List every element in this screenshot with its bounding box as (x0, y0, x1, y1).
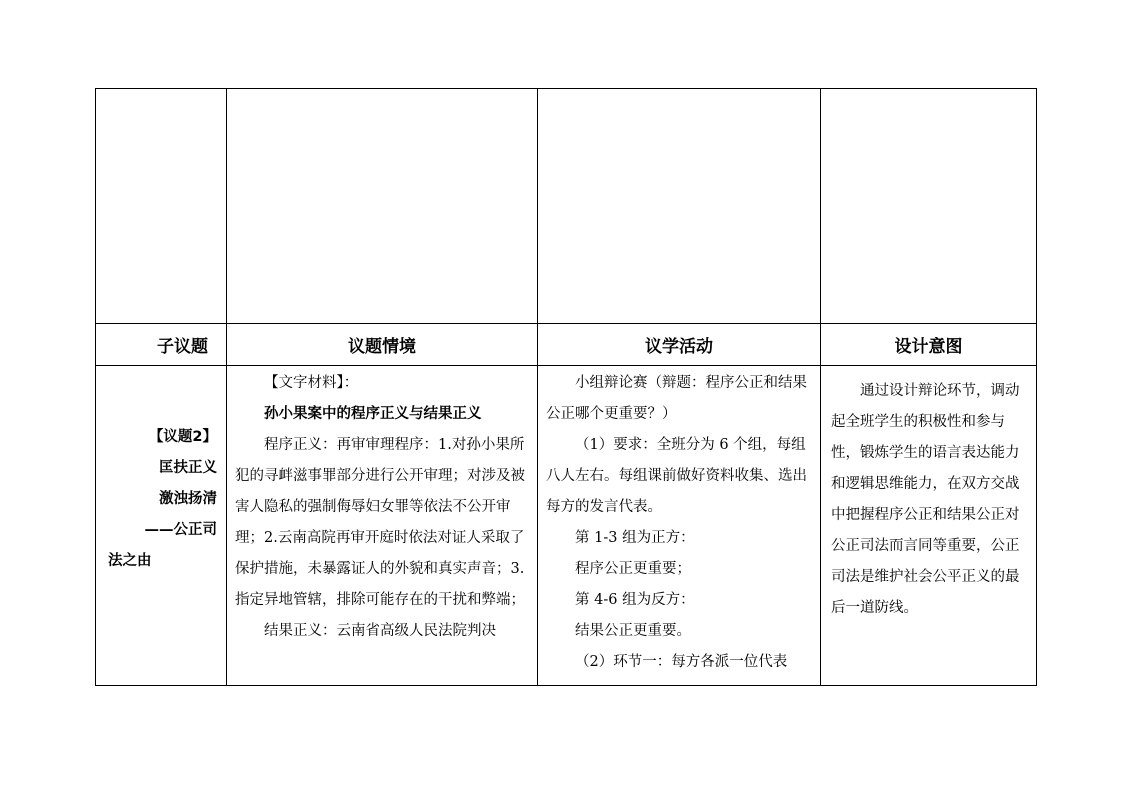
scenario-paragraph: 结果正义：云南省高级人民法院判决 (264, 623, 496, 639)
scenario-title: 孙小果案中的程序正义与结果正义 (264, 406, 482, 422)
scenario-paragraph: 程序正义：再审审理程序：1.对孙小果所犯的寻衅滋事罪部分进行公开审理；对涉及被害人隐私的强制侮辱妇女罪等依法不公开审理；2.云南高院再审开庭时依法对证人采取了保护措施，未暴露证人的外貌和真实声音；3.指定异地管辖，排除可能存在的干扰和弊端； (235, 437, 525, 608)
topic-line: ——公正司 (144, 522, 217, 538)
activity-requirement: （1）要求：全班分为 6 个组，每组八人左右。每组课前做好资料收集、选出每方的发言代表。 (546, 437, 807, 515)
subtopic-cell (96, 366, 227, 686)
intent-cell (821, 366, 1037, 686)
content-row (96, 366, 1037, 686)
empty-cell (227, 89, 538, 324)
activity-cell (538, 366, 821, 686)
topic-label: 【议题2】 (148, 429, 217, 445)
topic-line: 匡扶正义 (159, 460, 217, 476)
subtopic-text (96, 422, 226, 577)
activity-step: （2）环节一：每方各派一位代表 (575, 654, 788, 670)
empty-cell (821, 89, 1037, 324)
header-subtopic: 子议题 (96, 324, 227, 366)
empty-row (96, 89, 1037, 324)
empty-cell (96, 89, 227, 324)
activity-pro-group: 第 1-3 组为正方： (575, 530, 695, 546)
lesson-plan-table (95, 88, 1037, 686)
header-activity: 议学活动 (538, 324, 821, 366)
header-scenario: 议题情境 (227, 324, 538, 366)
activity-con-group: 第 4-6 组为反方： (575, 592, 695, 608)
header-intent: 设计意图 (821, 324, 1037, 366)
header-row (96, 324, 1037, 366)
activity-con-view: 结果公正更重要。 (575, 623, 691, 639)
activity-intro: 小组辩论赛（辩题：程序公正和结果公正哪个更重要？） (546, 375, 807, 422)
activity-pro-view: 程序公正更重要； (575, 561, 691, 577)
topic-line: 法之由 (108, 553, 152, 569)
scenario-heading: 【文字材料】： (264, 375, 359, 391)
scenario-cell (227, 366, 538, 686)
intent-text: 通过设计辩论环节，调动起全班学生的积极性和参与性，锻炼学生的语言表达能力和逻辑思维能力，在双方交战中把握程序公正和结果公正对公正司法而言同等重要，公正司法是维护社会公平正义的最后一道防线。 (831, 383, 1020, 616)
empty-cell (538, 89, 821, 324)
topic-line: 激浊扬清 (159, 491, 217, 507)
